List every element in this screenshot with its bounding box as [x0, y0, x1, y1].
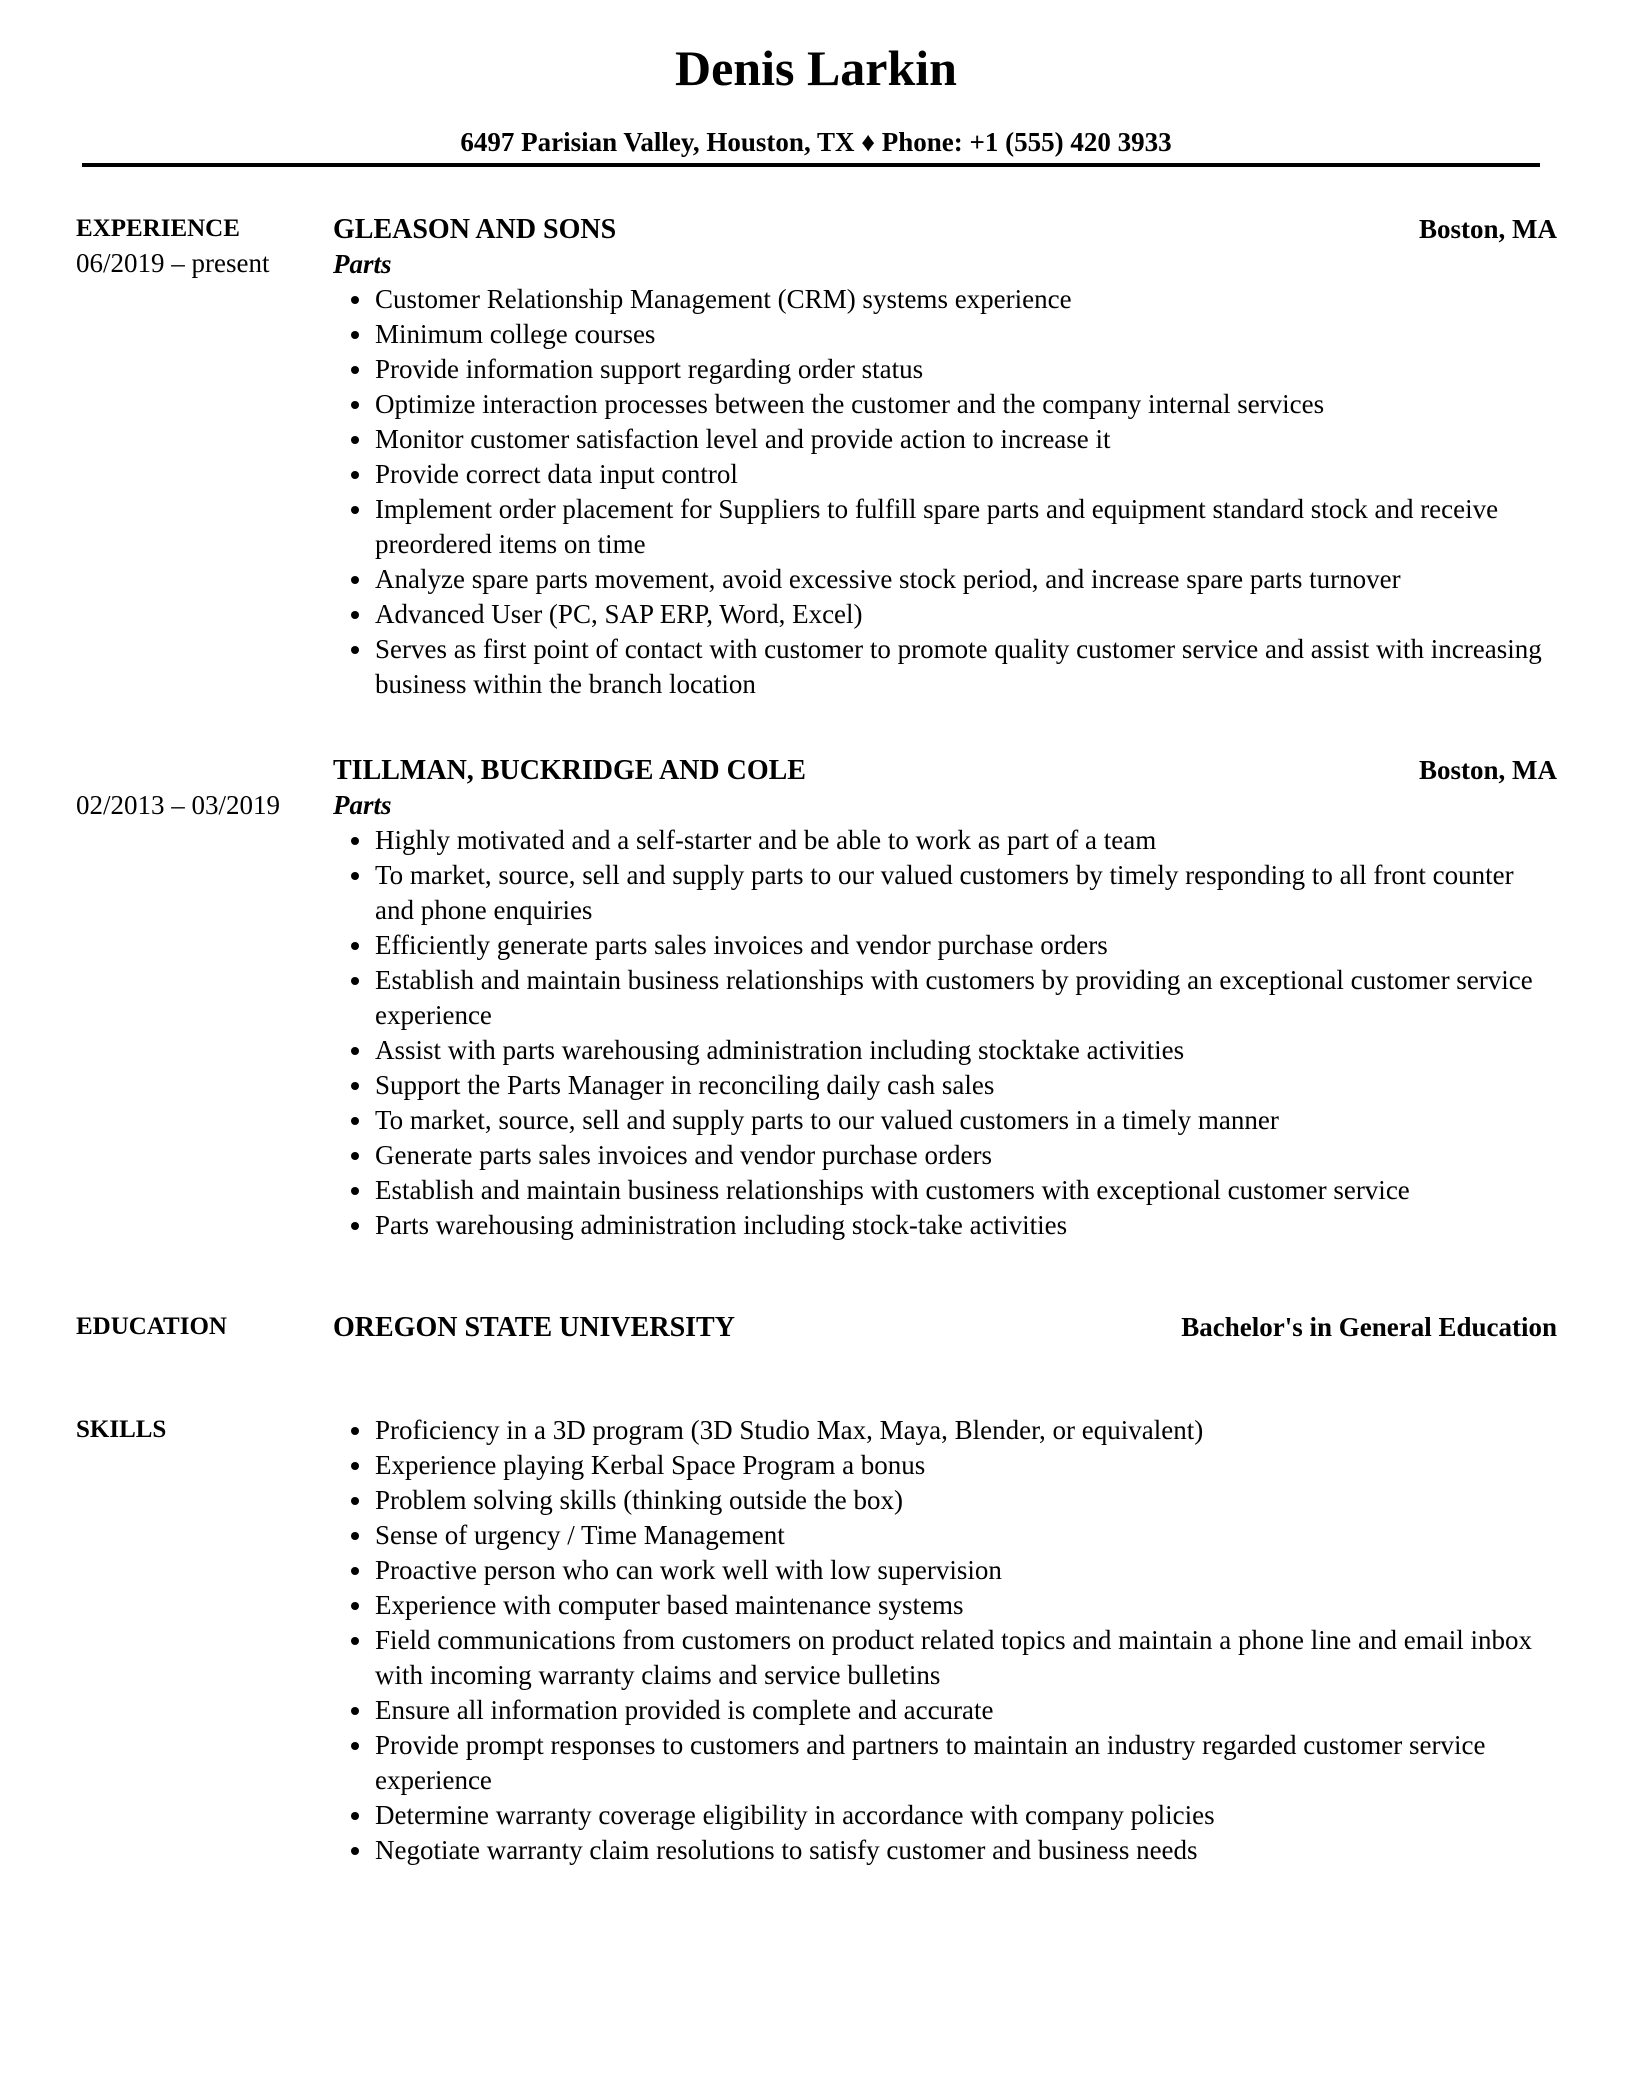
bullet-icon — [351, 1047, 359, 1055]
list-item-text: Customer Relationship Management (CRM) systems experience — [375, 284, 1072, 314]
list-item-text: Optimize interaction processes between the customer and the company internal services — [375, 389, 1325, 419]
bullet-icon — [351, 942, 359, 950]
list-item — [333, 1483, 1545, 1518]
list-item — [333, 1033, 1545, 1068]
list-item — [333, 1623, 1545, 1693]
list-item — [333, 963, 1545, 1033]
bullet-icon — [351, 1462, 359, 1470]
bullet-icon — [351, 1427, 359, 1435]
list-item-text: Generate parts sales invoices and vendor purchase orders — [375, 1140, 993, 1170]
bullet-icon — [351, 1082, 359, 1090]
bullet-icon — [351, 296, 359, 304]
list-item — [333, 1208, 1545, 1243]
section-label-education: EDUCATION — [76, 1313, 227, 1340]
list-item-text: Provide information support regarding order status — [375, 354, 924, 384]
list-item-text: Parts warehousing administration including stock-take activities — [375, 1210, 1068, 1240]
bullet-icon — [351, 331, 359, 339]
bullet-icon — [351, 977, 359, 985]
education-entry — [333, 1310, 1557, 1345]
list-item-text: Advanced User (PC, SAP ERP, Word, Excel) — [375, 599, 863, 629]
bullet-icon — [351, 872, 359, 880]
bullet-icon — [351, 1707, 359, 1715]
list-item-text: Experience playing Kerbal Space Program a bonus — [375, 1450, 926, 1480]
bullet-icon — [351, 1742, 359, 1750]
list-item-text: Proactive person who can work well with low supervision — [375, 1555, 1002, 1585]
list-item-text: Proficiency in a 3D program (3D Studio Max, Maya, Blender, or equivalent) — [375, 1415, 1204, 1445]
list-item — [333, 1518, 1545, 1553]
job-date: 02/2013 – 03/2019 — [76, 790, 281, 820]
company-name: GLEASON AND SONS — [333, 214, 617, 245]
job-location: Boston, MA — [1418, 214, 1557, 244]
list-item — [333, 1588, 1545, 1623]
list-item — [333, 1728, 1545, 1798]
list-item-text: Highly motivated and a self-starter and be able to work as part of a team — [375, 825, 1157, 855]
job-bullets — [333, 823, 1557, 1243]
list-item-text: Provide prompt responses to customers and partners to maintain an industry regarded customer service experience — [375, 1730, 1486, 1795]
bullet-icon — [351, 646, 359, 654]
list-item — [333, 282, 1545, 317]
list-item — [333, 858, 1545, 928]
bullet-icon — [351, 366, 359, 374]
job-bullets — [333, 282, 1557, 702]
list-item — [333, 1103, 1545, 1138]
bullet-icon — [351, 1532, 359, 1540]
list-item-text: To market, source, sell and supply parts to our valued customers by timely responding to all front counter and phone enquiries — [375, 860, 1514, 925]
bullet-icon — [351, 1567, 359, 1575]
list-item — [333, 1553, 1545, 1588]
bullet-icon — [351, 1812, 359, 1820]
list-item — [333, 387, 1545, 422]
list-item-text: Efficiently generate parts sales invoices and vendor purchase orders — [375, 930, 1108, 960]
bullet-icon — [351, 436, 359, 444]
bullet-icon — [351, 471, 359, 479]
job-role: Parts — [333, 790, 392, 820]
list-item — [333, 457, 1545, 492]
job-entry — [333, 753, 1557, 1243]
section-label-skills: SKILLS — [76, 1416, 167, 1443]
bullet-icon — [351, 576, 359, 584]
bullet-icon — [351, 611, 359, 619]
job-location: Boston, MA — [1418, 755, 1557, 785]
skills-entry — [333, 1413, 1557, 1868]
list-item-text: Assist with parts warehousing administration including stocktake activities — [375, 1035, 1185, 1065]
list-item — [333, 928, 1545, 963]
bullet-icon — [351, 1497, 359, 1505]
bullet-icon — [351, 1117, 359, 1125]
bullet-icon — [351, 401, 359, 409]
bullet-icon — [351, 1187, 359, 1195]
candidate-name: Denis Larkin — [674, 40, 957, 96]
list-item — [333, 1833, 1545, 1868]
list-item-text: Establish and maintain business relationships with customers by providing an exceptional customer service experience — [375, 965, 1533, 1030]
list-item — [333, 562, 1545, 597]
bullet-icon — [351, 1602, 359, 1610]
school-name: OREGON STATE UNIVERSITY — [333, 1312, 735, 1343]
company-name: TILLMAN, BUCKRIDGE AND COLE — [333, 755, 806, 786]
list-item-text: Determine warranty coverage eligibility in accordance with company policies — [375, 1800, 1215, 1830]
list-item-text: Negotiate warranty claim resolutions to satisfy customer and business needs — [375, 1835, 1198, 1865]
contact-line: 6497 Parisian Valley, Houston, TX ♦ Phone: +1 (555) 420 3933 — [460, 127, 1172, 157]
bullet-icon — [351, 1637, 359, 1645]
list-item — [333, 1138, 1545, 1173]
list-item — [333, 1798, 1545, 1833]
list-item-text: Establish and maintain business relationships with customers with exceptional customer service — [375, 1175, 1410, 1205]
job-entry — [333, 212, 1557, 702]
list-item-text: Analyze spare parts movement, avoid excessive stock period, and increase spare parts turnover — [375, 564, 1401, 594]
list-item — [333, 597, 1545, 632]
list-item — [333, 1448, 1545, 1483]
list-item-text: Ensure all information provided is complete and accurate — [375, 1695, 994, 1725]
list-item — [333, 352, 1545, 387]
skills-list — [333, 1413, 1557, 1868]
list-item — [333, 1693, 1545, 1728]
list-item-text: Experience with computer based maintenance systems — [375, 1590, 964, 1620]
list-item-text: Provide correct data input control — [375, 459, 738, 489]
section-label-experience: EXPERIENCE — [76, 215, 240, 242]
bullet-icon — [351, 506, 359, 514]
bullet-icon — [351, 837, 359, 845]
job-role: Parts — [333, 249, 392, 279]
list-item — [333, 422, 1545, 457]
bullet-icon — [351, 1222, 359, 1230]
list-item-text: Minimum college courses — [375, 319, 656, 349]
list-item-text: Serves as first point of contact with customer to promote quality customer service and assist with increasing business within the branch location — [375, 634, 1542, 699]
bullet-icon — [351, 1847, 359, 1855]
list-item-text: Implement order placement for Suppliers to fulfill spare parts and equipment standard stock and receive preordered items on time — [375, 494, 1499, 559]
list-item — [333, 632, 1545, 702]
job-date: 06/2019 – present — [76, 248, 270, 278]
list-item-text: Monitor customer satisfaction level and provide action to increase it — [375, 424, 1111, 454]
list-item — [333, 1068, 1545, 1103]
list-item-text: Problem solving skills (thinking outside the box) — [375, 1485, 903, 1515]
list-item — [333, 492, 1545, 562]
list-item — [333, 823, 1545, 858]
list-item — [333, 1173, 1545, 1208]
bullet-icon — [351, 1152, 359, 1160]
list-item — [333, 1413, 1545, 1448]
list-item-text: Sense of urgency / Time Management — [375, 1520, 785, 1550]
list-item-text: To market, source, sell and supply parts to our valued customers in a timely manner — [375, 1105, 1279, 1135]
list-item-text: Support the Parts Manager in reconciling daily cash sales — [375, 1070, 995, 1100]
list-item — [333, 317, 1545, 352]
header-divider — [82, 163, 1540, 167]
degree: Bachelor's in General Education — [1181, 1312, 1557, 1342]
list-item-text: Field communications from customers on product related topics and maintain a phone line and email inbox with incoming warranty claims and service bulletins — [375, 1625, 1532, 1690]
